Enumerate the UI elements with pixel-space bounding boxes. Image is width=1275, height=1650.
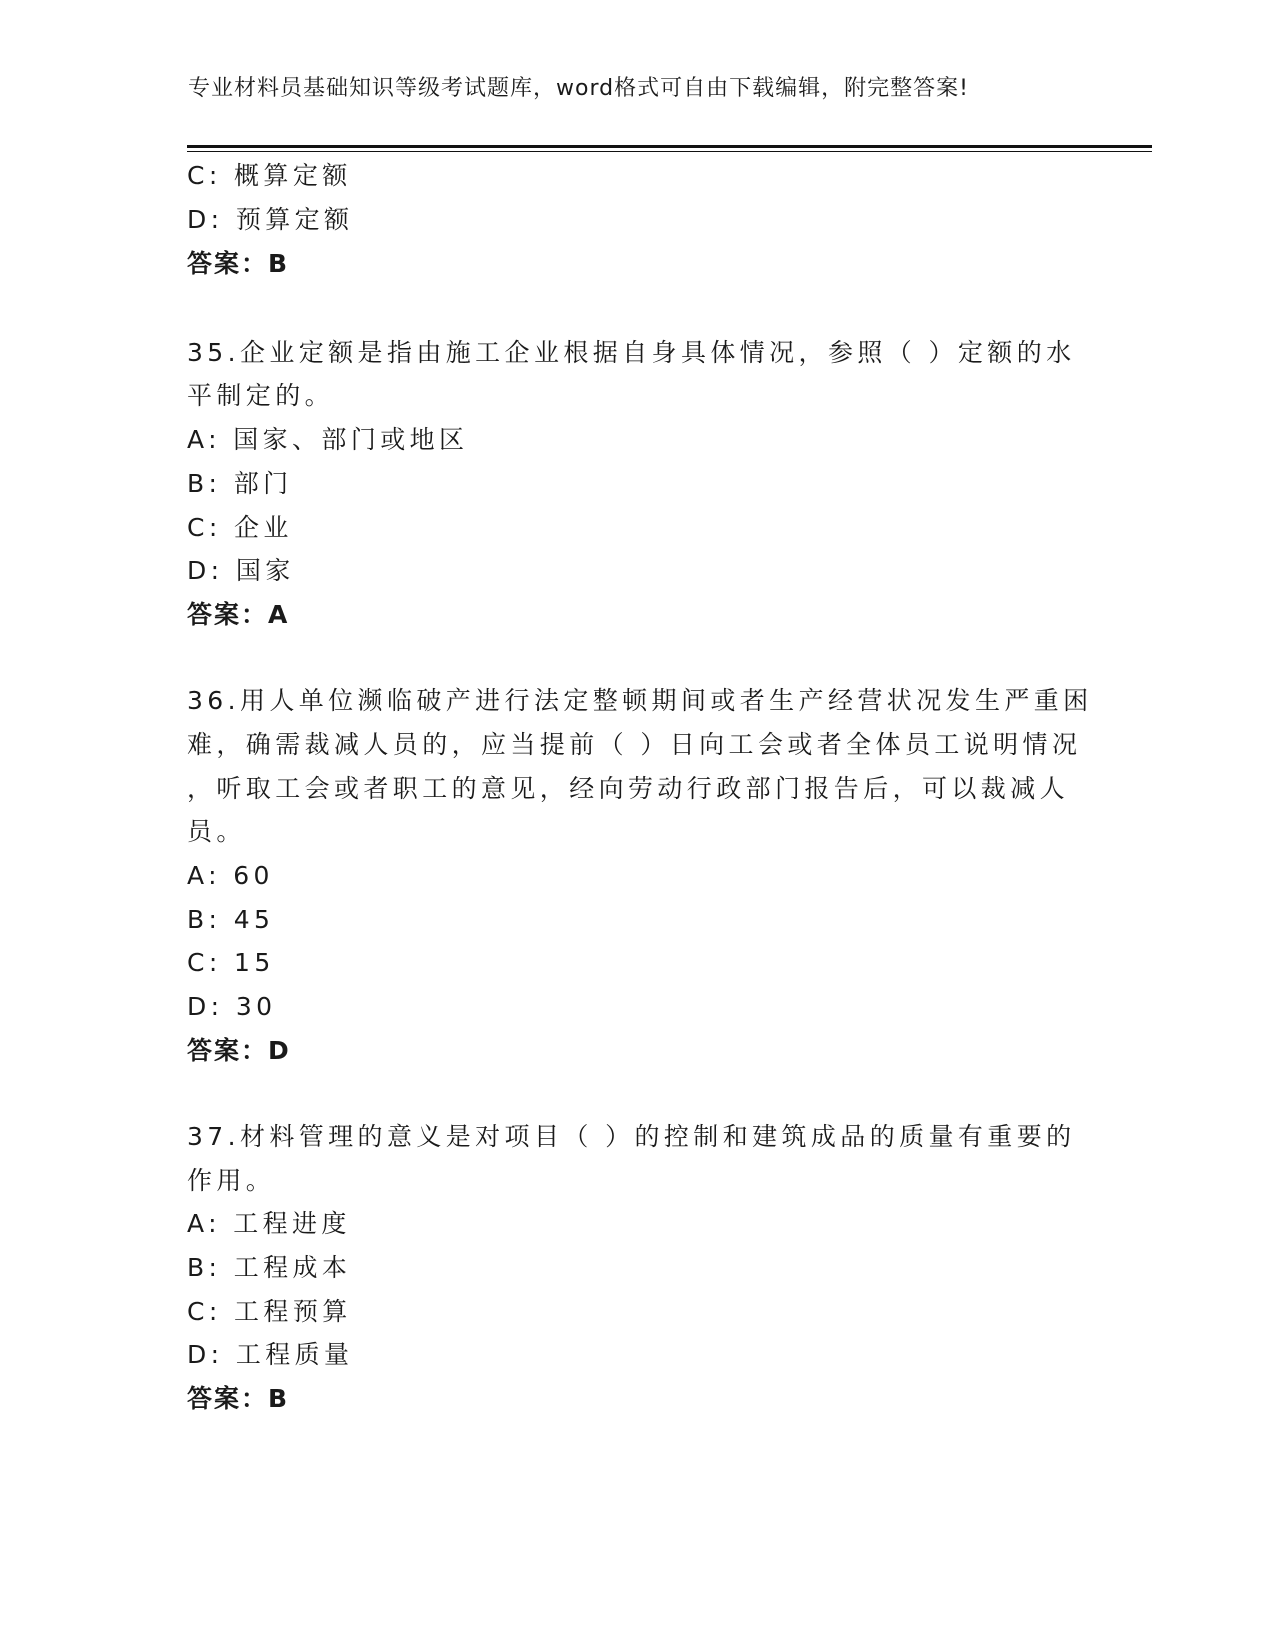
- option-c: C: 15: [187, 948, 275, 977]
- option-b: B: 45: [187, 905, 275, 934]
- page-header: 专业材料员基础知识等级考试题库，word格式可自由下载编辑，附完整答案!: [188, 76, 969, 101]
- option-b: B: 部门: [187, 469, 293, 498]
- header-divider: [187, 145, 1152, 153]
- answer-label: 答案：B: [187, 1384, 290, 1413]
- question-stem-line: ，听取工会或者职工的意见，经向劳动行政部门报告后，可以裁减人: [187, 774, 1070, 803]
- header-divider-thin: [187, 151, 1152, 152]
- option-b: B: 工程成本: [187, 1253, 352, 1282]
- question-stem-line: 37.材料管理的意义是对项目（ ）的控制和建筑成品的质量有重要的: [187, 1122, 1076, 1151]
- answer-label: 答案：A: [187, 600, 290, 629]
- option-c: C: 概算定额: [187, 161, 352, 190]
- question-stem-line: 员。: [187, 817, 246, 846]
- question-stem-line: 35.企业定额是指由施工企业根据自身具体情况，参照（ ）定额的水: [187, 338, 1076, 367]
- answer-label: 答案：B: [187, 249, 290, 278]
- option-a: A: 国家、部门或地区: [187, 425, 469, 454]
- option-d: D: 工程质量: [187, 1340, 354, 1369]
- answer-label: 答案：D: [187, 1036, 291, 1065]
- option-d: D: 预算定额: [187, 205, 354, 234]
- question-stem-line: 作用。: [187, 1166, 276, 1195]
- option-a: A: 60: [187, 861, 274, 890]
- header-divider-thick: [187, 145, 1152, 148]
- question-stem-line: 难，确需裁减人员的，应当提前（ ）日向工会或者全体员工说明情况: [187, 730, 1082, 759]
- option-d: D: 30: [187, 992, 277, 1021]
- option-a: A: 工程进度: [187, 1209, 351, 1238]
- option-d: D: 国家: [187, 556, 295, 585]
- option-c: C: 工程预算: [187, 1297, 352, 1326]
- question-stem-line: 36.用人单位濒临破产进行法定整顿期间或者生产经营状况发生严重困: [187, 686, 1093, 715]
- option-c: C: 企业: [187, 513, 293, 542]
- question-stem-line: 平制定的。: [187, 381, 335, 410]
